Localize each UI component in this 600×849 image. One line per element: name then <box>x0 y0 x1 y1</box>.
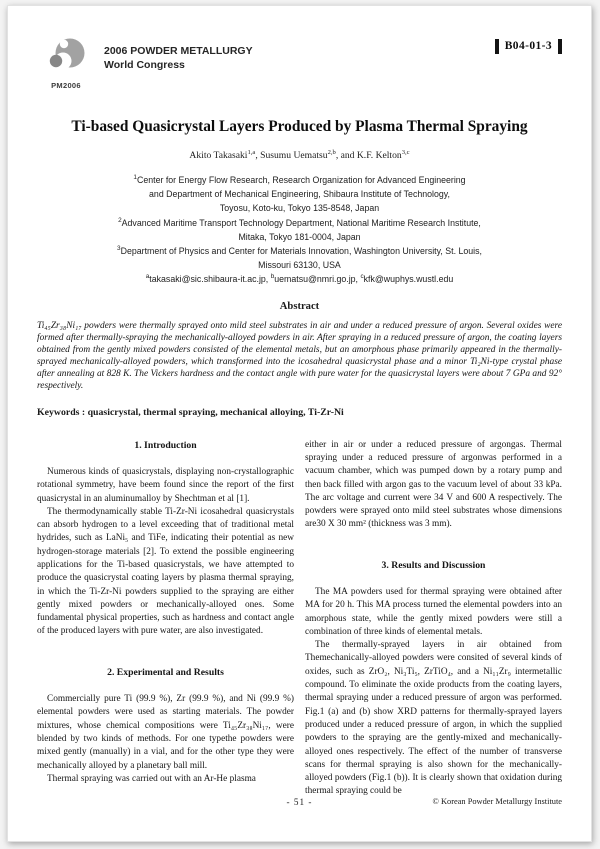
emails-line <box>37 271 562 285</box>
left-column <box>37 439 294 799</box>
affiliation-line: $^2$Advanced Maritime Transport Technology Department, National Maritime Research Institute, <box>118 216 481 228</box>
section-heading-experimental: 2. Experimental and Results <box>107 666 224 678</box>
author: Akito Takasaki$^{1,a}$ <box>189 149 256 162</box>
authors-line <box>37 149 562 161</box>
congress-title <box>104 45 253 72</box>
page-footer <box>37 797 562 811</box>
pm2006-logo <box>37 36 95 90</box>
paragraph: Numerous kinds of quasicrystals, displaying non-crystallographic rotational symmetry, have beem found since the report of the first quasicrystal in an aluminumalloy by Shechtman et al [1]. <box>37 466 294 504</box>
affiliations-block <box>37 172 562 285</box>
paragraph: Commercially pure Ti (99.9 %), Zr (99.9 %), and Ni (99.9 %) elemental powders were used as starting materials. The powder mixtures, whose chemical compositions were Ti₄₅Zr₃₈Ni₁₇, were blended by two kinds of methods. For one typethe powders were mixed gently (manually) in a vial, and for the other type they were mechanically alloyed by a planetary ball mill. <box>37 694 294 771</box>
affiliation-line: Toyosu, Koto-ku, Tokyo 135-8548, Japan <box>219 203 380 214</box>
paragraph: either in air or under a reduced pressure of argongas. Thermal spraying under a reduced pressure of argonwas performed in a vacuum chamber, which was pumped down by a rotary pump and then back filled with argon gas to the vacuum level of about 33 kPa. The arc voltage and current were 34 V and 600 A respectively. The powders were sprayed onto mild steel substrates whose dimensions are30 X 30 mm² (thickness was 3 mm). <box>305 439 562 530</box>
paper-page <box>7 5 592 842</box>
right-column <box>305 439 562 799</box>
email: $^c$kfk@wuphys.wustl.edu <box>360 273 454 284</box>
author: , Susumu Uematsu$^{2,b}$ <box>255 149 336 162</box>
page-header <box>37 36 562 90</box>
congress-line2: World Congress <box>104 58 185 71</box>
logo-caption: PM2006 <box>51 81 81 90</box>
keywords-line: Keywords : quasicrystal, thermal spraying, mechanical alloying, Ti-Zr-Ni <box>37 406 344 418</box>
pm2006-logo-icon <box>43 36 89 78</box>
paper-title: Ti-based Quasicrystal Layers Produced by Plasma Thermal Spraying <box>71 118 528 135</box>
affiliation-line: Missouri 63130, USA <box>258 259 341 270</box>
affiliation-line: $^1$Center for Energy Flow Research, Research Organization for Advanced Engineering <box>133 174 466 186</box>
section-heading-introduction: 1. Introduction <box>134 439 197 451</box>
affiliation-line: Mitaka, Tokyo 181-0004, Japan <box>238 231 361 242</box>
page-number: - 51 - <box>286 797 313 807</box>
body-columns <box>37 439 562 799</box>
abstract-heading: Abstract <box>279 301 320 313</box>
paragraph: Thermal spraying was carried out with an Ar-He plasma <box>47 773 256 784</box>
paragraph: The thermally-sprayed layers in air obtained from Themechanically-alloyed powders were consited of several kinds of oxides, such as ZrO₂, Ni₃Ti₅, ZrTiO₄, and a Ni₁₁Zr₉ intermetallic compound. To eliminate the oxide products from the coating layers, thermal spraying under a reduced pressure of argon was performed. Fig.1 (a) and (b) show XRD patterns for thermally-sprayed layers produced under a reduced pressure of argon, in which the supplied powders to the spraying are the gently-mixed and mechanically-alloyed ones respectively. The effect of the number of transverse scans for thermal spraying is also shown for the mechanically-alloyed powders (Fig.1 (b)). It is clearly shown that oxidation during thermal spraying could be <box>305 640 562 797</box>
congress-line1: 2006 POWDER METALLURGY <box>104 45 253 57</box>
paragraph: The thermodynamically stable Ti-Zr-Ni icosahedral quasicrystals can absorb hydrogen to a level exceeding that of traditional metal hydrides, such as LaNi₅ and TiFe, indicating their potential as new hydrogen-storage materials [2]. To extend the possible engineering applications for the Ti-based quasicrystals, we have attempted to produce the quasicrystal coating layers by plasma thermal spraying, in which the Ti-Zr-Ni powders supplied to the spraying are either gently mixed powders or mechanically-alloyed ones. Some fundamental physical properties, such as hardness and contact angle of the produced layers with pure water, are also investigated. <box>37 506 294 637</box>
paragraph: The MA powders used for thermal spraying were obtained after MA for 20 h. This MA process turned the elemental powders into an amorphous state, while the gently mixed powders were still a combination of three kinds of elemental metals. <box>305 587 562 637</box>
affiliation-line: and Department of Mechanical Engineering, Shibaura Institute of Technology, <box>149 189 450 200</box>
paper-id-badge: B04-01-3 <box>495 39 562 54</box>
author: , and K.F. Kelton$^{3,c}$ <box>335 149 410 162</box>
section-heading-results: 3. Results and Discussion <box>381 559 486 571</box>
affiliation-line: $^3$Department of Physics and Center for Materials Innovation, Washington University, St. Louis, <box>117 244 482 256</box>
email: $^a$takasaki@sic.shibaura-it.ac.jp, <box>145 273 271 284</box>
abstract-body: Ti₄₅Zr₃₈Ni₁₇ powders were thermally sprayed onto mild steel substrates in air and under a reduced pressure of argon. Several oxides were formed after thermally-spraying the mechanically-alloyed powders in air. After spraying in a reduced pressure of argon, the coating layers obtained from the gently mixed powders consisted of the elemental metals, but an amorphous phase primarily appeared in the thermally-sprayed mechanically-alloyed powders, which transformed into the icosahedral quasicrystal phase and a minor Ti₂Ni-type crystal phase after annealing at 828 K. The Vickers hardness and the contact angle with pure water for the quasicrystal layers were about 7 GPa and 92° respectively. <box>37 321 562 391</box>
copyright-notice: © Korean Powder Metallurgy Institute <box>432 797 562 806</box>
email: $^b$uematsu@nmri.go.jp, <box>270 273 361 284</box>
